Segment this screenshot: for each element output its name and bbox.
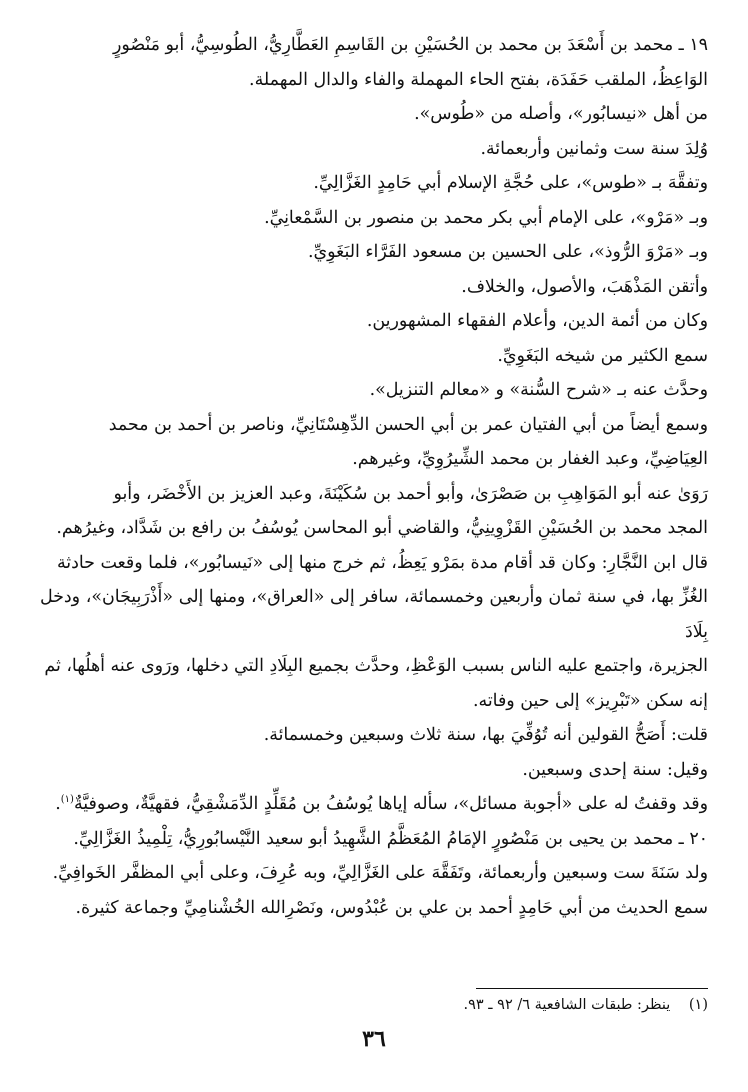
text-line: الوَاعِظُ، الملقب حَفَدَة، بفتح الحاء المهملة والفاء والدال المهملة. <box>249 69 708 90</box>
text-line: وقيل: سنة إحدى وسبعين. <box>522 759 708 780</box>
body-text <box>40 28 708 925</box>
footnote <box>40 993 708 1017</box>
text-line-with-footnote: وقد وقفتُ له على «أجوبة مسائل»، سأله إياها يُوسُفُ بن مُقَلِّدٍ الدِّمَشْقِيُّ، فقهيَّةٌ، وصوفيَّةٌ$^{(١)}$. <box>55 794 708 814</box>
text-line: المجد محمد بن الحُسَيْنِ القَزْوِينِيُّ، والقاضي أبو المحاسن يُوسُفُ بن رافع بن شَدَّاد، وغيرُهم. <box>56 518 708 538</box>
text-line: قال ابن النَّجَّارِ: وكان قد أقام مدة بمَرْو يَعِظُ، ثم خرج منها إلى «نَيسابُور»، فلما وقعت حادثة <box>56 552 708 573</box>
text-line: وبـ «مَرْوَ الرُّوذ»، على الحسين بن مسعود الفَرَّاء البَغَوِيِّ. <box>307 242 708 262</box>
text-line: رَوَىٰ عنه أبو المَوَاهِبِ بن صَصْرَىٰ، وأبو أحمد بن سُكَيْنَةَ، وعبد العزيز بن الأَخْضَر، وأبو <box>113 483 708 504</box>
text-line: وقد وقفتُ له على «أجوبة مسائل»، سأله إياها يُوسُفُ بن مُقَلِّدٍ الدِّمَشْقِيُّ، فقهيَّةٌ، وصوفيَّةٌ <box>73 794 708 814</box>
text-line: سمع الكثير من شيخه البَغَوِيِّ. <box>497 345 708 366</box>
page-number: ٣٦ <box>362 1026 386 1052</box>
text-line: الجزيرة، واجتمع عليه الناس بسبب الوَعْظِ، وحدَّث بجميع البِلَادِ التي دخلها، ورَوى عنه أهلُها، ثم <box>44 656 708 676</box>
footnote-marker: (١) <box>60 794 74 806</box>
text-line: وُلِدَ سنة ست وثمانين وأربعمائة. <box>480 138 708 159</box>
footnote-divider <box>476 988 708 989</box>
text-line: من أهل «نيسابُور»، وأصله من «طُوس». <box>414 104 708 124</box>
footnote-number: (١) <box>688 997 708 1013</box>
footnote-text: ينظر: طبقات الشافعية ٦/ ٩٢ ـ ٩٣. <box>463 997 671 1013</box>
text-line: قلت: أَصَحُّ القولين أنه تُوُفِّيَ بها، سنة ثلاث وسبعين وخمسمائة. <box>263 725 708 745</box>
entry-20-heading: ٢٠ ـ محمد بن يحيى بن مَنْصُورٍ الإمَامُ المُعَظَّمُ الشَّهِيدُ أبو سعيد النَّيْسابُورِيُّ، تِلْمِيذُ الغَزَّالِيِّ. <box>73 828 708 849</box>
text-line: وسمع أيضاً من أبي الفتيان عمر بن أبي الحسن الدِّهِسْتَانِيِّ، وناصر بن أحمد بن محمد <box>108 414 708 435</box>
text-line: سمع الحديث من أبي حَامِدٍ أحمد بن علي بن عُبْدُوس، ونَصْرِالله الخُشْنامِيِّ وجماعة كثيرة. <box>75 897 708 918</box>
text-line: وكان من أئمة الدين، وأعلام الفقهاء المشهورين. <box>366 311 708 331</box>
text-line: إنه سكن «تَبْرِيز» إلى حين وفاته. <box>472 690 708 711</box>
text-line: وحدَّث عنه بـ «شرح السُّنة» و «معالم التنزيل». <box>369 380 708 400</box>
entry-19-heading: ١٩ ـ محمد بن أَسْعَدَ بن محمد بن الحُسَيْنِ بن القَاسِمِ العَطَّارِيُّ، الطُوسِيُّ، أبو مَنْصُورٍ <box>112 35 708 55</box>
text-line: ولد سَنَةَ ست وسبعين وأربعمائة، وتَفَقَّهَ على الغَزَّالِيِّ، وبه عُرِفَ، وعلى أبي المظفَّر الخَوافِيِّ. <box>52 863 708 883</box>
text-line: وتفقَّهَ بـ «طوس»، على حُجَّةِ الإسلام أبي حَامِدٍ الغَزَّالِيِّ. <box>313 173 708 193</box>
text-line: العِيَاضِيِّ، وعبد الغفار بن محمد الشِّيرُوِيِّ، وغيرهم. <box>352 449 708 469</box>
text-line: الغُزِّ بها، في سنة ثمان وأربعين وخمسمائة، سافر إلى «العراق»، ومنها إلى «أَذْرَبِيجَان»، ودخل بِلَادَ <box>40 587 708 642</box>
text-line: وأتقن المَذْهَبَ، والأصول، والخلاف. <box>461 276 708 297</box>
text-line: وبـ «مَرْو»، على الإمام أبي بكر محمد بن منصور بن السَّمْعانِيِّ. <box>264 207 708 228</box>
